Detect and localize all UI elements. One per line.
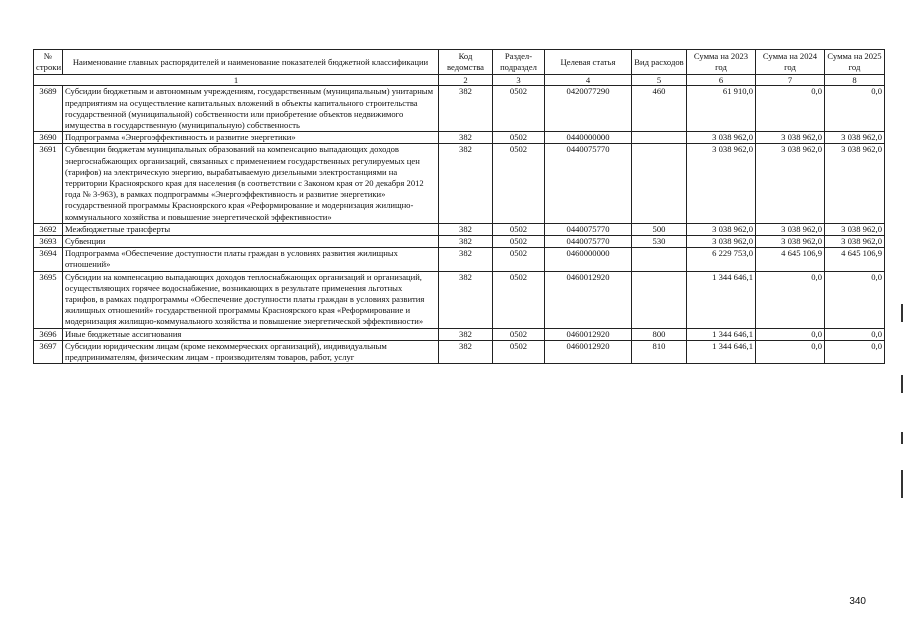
table-row [34, 340, 885, 363]
target-article: 0440075770 [545, 144, 632, 223]
row-name: Иные бюджетные ассигнования [63, 328, 439, 340]
target-article: 0460000000 [545, 248, 632, 271]
expense-type: 810 [632, 340, 687, 363]
header-target-article: Целевая статья [545, 50, 632, 75]
department-code: 382 [439, 223, 493, 235]
column-number: 7 [756, 75, 825, 86]
department-code: 382 [439, 144, 493, 223]
section-code: 0502 [493, 132, 545, 144]
expense-type: 530 [632, 236, 687, 248]
row-name: Субсидии на компенсацию выпадающих доходов теплоснабжающих организаций и организаций, осуществляющих горячее водоснабжение, возникающих в результате применения льготных тарифов, в рамках подпрограммы «Обеспечение доступности платы граждан в условиях развития жилищных отношений» государственной программы Красноярского края «Реформирование и модернизация жилищно-коммунального хозяйства и повышение энергетической эффективности» [63, 271, 439, 328]
target-article: 0440075770 [545, 236, 632, 248]
target-article: 0420077290 [545, 86, 632, 132]
budget-table [33, 49, 885, 364]
row-name: Субвенции [63, 236, 439, 248]
expense-type [632, 248, 687, 271]
row-number: 3690 [34, 132, 63, 144]
sum-2024: 0,0 [756, 340, 825, 363]
expense-type: 460 [632, 86, 687, 132]
table-row [34, 328, 885, 340]
sum-2023: 6 229 753,0 [687, 248, 756, 271]
column-numbers-row [34, 75, 885, 86]
row-number: 3696 [34, 328, 63, 340]
sum-2025: 0,0 [825, 328, 885, 340]
table-row [34, 271, 885, 328]
column-number: 6 [687, 75, 756, 86]
expense-type [632, 271, 687, 328]
row-name: Подпрограмма «Энергоэффективность и развитие энергетики» [63, 132, 439, 144]
sum-2023: 3 038 962,0 [687, 223, 756, 235]
section-code: 0502 [493, 340, 545, 363]
sum-2023: 3 038 962,0 [687, 236, 756, 248]
department-code: 382 [439, 236, 493, 248]
sum-2025: 0,0 [825, 340, 885, 363]
row-name: Подпрограмма «Обеспечение доступности платы граждан в условиях развития жилищных отношений» [63, 248, 439, 271]
column-number: 1 [34, 75, 439, 86]
row-number: 3689 [34, 86, 63, 132]
sum-2024: 0,0 [756, 328, 825, 340]
section-code: 0502 [493, 223, 545, 235]
sum-2025: 3 038 962,0 [825, 236, 885, 248]
scan-edge-mark [901, 432, 903, 444]
department-code: 382 [439, 328, 493, 340]
scan-edge-mark [901, 470, 903, 498]
row-name: Субсидии бюджетным и автономным учреждениям, государственным (муниципальным) унитарным предприятиям на осуществление капитальных вложений в объекты капитального строительства государственной (муниципальной) собственности или приобретение объектов недвижимого имущества в государственную (муниципальную) собственность [63, 86, 439, 132]
table-row [34, 132, 885, 144]
sum-2023: 61 910,0 [687, 86, 756, 132]
page-number: 340 [849, 596, 866, 607]
table-row [34, 236, 885, 248]
header-row [34, 50, 885, 75]
header-expense-type: Вид расходов [632, 50, 687, 75]
header-sum-2024: Сумма на 2024 год [756, 50, 825, 75]
expense-type: 500 [632, 223, 687, 235]
sum-2023: 1 344 646,1 [687, 271, 756, 328]
row-number: 3692 [34, 223, 63, 235]
section-code: 0502 [493, 271, 545, 328]
sum-2024: 3 038 962,0 [756, 132, 825, 144]
sum-2025: 4 645 106,9 [825, 248, 885, 271]
row-number: 3695 [34, 271, 63, 328]
sum-2025: 3 038 962,0 [825, 223, 885, 235]
column-number: 3 [493, 75, 545, 86]
section-code: 0502 [493, 236, 545, 248]
sum-2024: 0,0 [756, 86, 825, 132]
column-number: 5 [632, 75, 687, 86]
table-row [34, 223, 885, 235]
sum-2023: 1 344 646,1 [687, 340, 756, 363]
row-number: 3693 [34, 236, 63, 248]
expense-type: 800 [632, 328, 687, 340]
section-code: 0502 [493, 144, 545, 223]
header-section: Раздел-подраздел [493, 50, 545, 75]
scan-edge-mark [901, 304, 903, 322]
department-code: 382 [439, 132, 493, 144]
sum-2024: 3 038 962,0 [756, 223, 825, 235]
header-name: Наименование главных распорядителей и наименование показателей бюджетной классификации [63, 50, 439, 75]
sum-2023: 3 038 962,0 [687, 144, 756, 223]
table-row [34, 86, 885, 132]
sum-2025: 3 038 962,0 [825, 132, 885, 144]
table-row [34, 248, 885, 271]
department-code: 382 [439, 271, 493, 328]
sum-2024: 0,0 [756, 271, 825, 328]
target-article: 0460012920 [545, 271, 632, 328]
target-article: 0460012920 [545, 340, 632, 363]
table-row [34, 144, 885, 223]
row-number: 3691 [34, 144, 63, 223]
column-number: 2 [439, 75, 493, 86]
sum-2024: 3 038 962,0 [756, 236, 825, 248]
header-department-code: Код ведомства [439, 50, 493, 75]
expense-type [632, 144, 687, 223]
column-number: 8 [825, 75, 885, 86]
section-code: 0502 [493, 86, 545, 132]
row-name: Субвенции бюджетам муниципальных образований на компенсацию выпадающих доходов энергоснабжающих организаций, связанных с применением государственных регулируемых цен (тарифов) на электрическую энергию, вырабатываемую дизельными электростанциями на территории Красноярского края для населения (в соответствии с Законом края от 20 декабря 2012 года № 3-963), в рамках подпрограммы «Энергоэффективность и развитие энергетики» государственной программы Красноярского края «Реформирование и модернизация жилищно-коммунального хозяйства и повышение энергетической эффективности» [63, 144, 439, 223]
row-name: Межбюджетные трансферты [63, 223, 439, 235]
target-article: 0440075770 [545, 223, 632, 235]
target-article: 0440000000 [545, 132, 632, 144]
row-number: 3697 [34, 340, 63, 363]
row-number: 3694 [34, 248, 63, 271]
column-number: 4 [545, 75, 632, 86]
sum-2023: 1 344 646,1 [687, 328, 756, 340]
scan-edge-mark [901, 375, 903, 393]
row-name: Субсидии юридическим лицам (кроме некоммерческих организаций), индивидуальным предпринимателям, физическим лицам - производителям товаров, работ, услуг [63, 340, 439, 363]
section-code: 0502 [493, 328, 545, 340]
department-code: 382 [439, 340, 493, 363]
header-sum-2025: Сумма на 2025 год [825, 50, 885, 75]
department-code: 382 [439, 86, 493, 132]
header-row-number: № строки [34, 50, 63, 75]
header-sum-2023: Сумма на 2023 год [687, 50, 756, 75]
sum-2024: 3 038 962,0 [756, 144, 825, 223]
department-code: 382 [439, 248, 493, 271]
sum-2025: 3 038 962,0 [825, 144, 885, 223]
sum-2025: 0,0 [825, 271, 885, 328]
sum-2023: 3 038 962,0 [687, 132, 756, 144]
target-article: 0460012920 [545, 328, 632, 340]
expense-type [632, 132, 687, 144]
sum-2025: 0,0 [825, 86, 885, 132]
sum-2024: 4 645 106,9 [756, 248, 825, 271]
section-code: 0502 [493, 248, 545, 271]
